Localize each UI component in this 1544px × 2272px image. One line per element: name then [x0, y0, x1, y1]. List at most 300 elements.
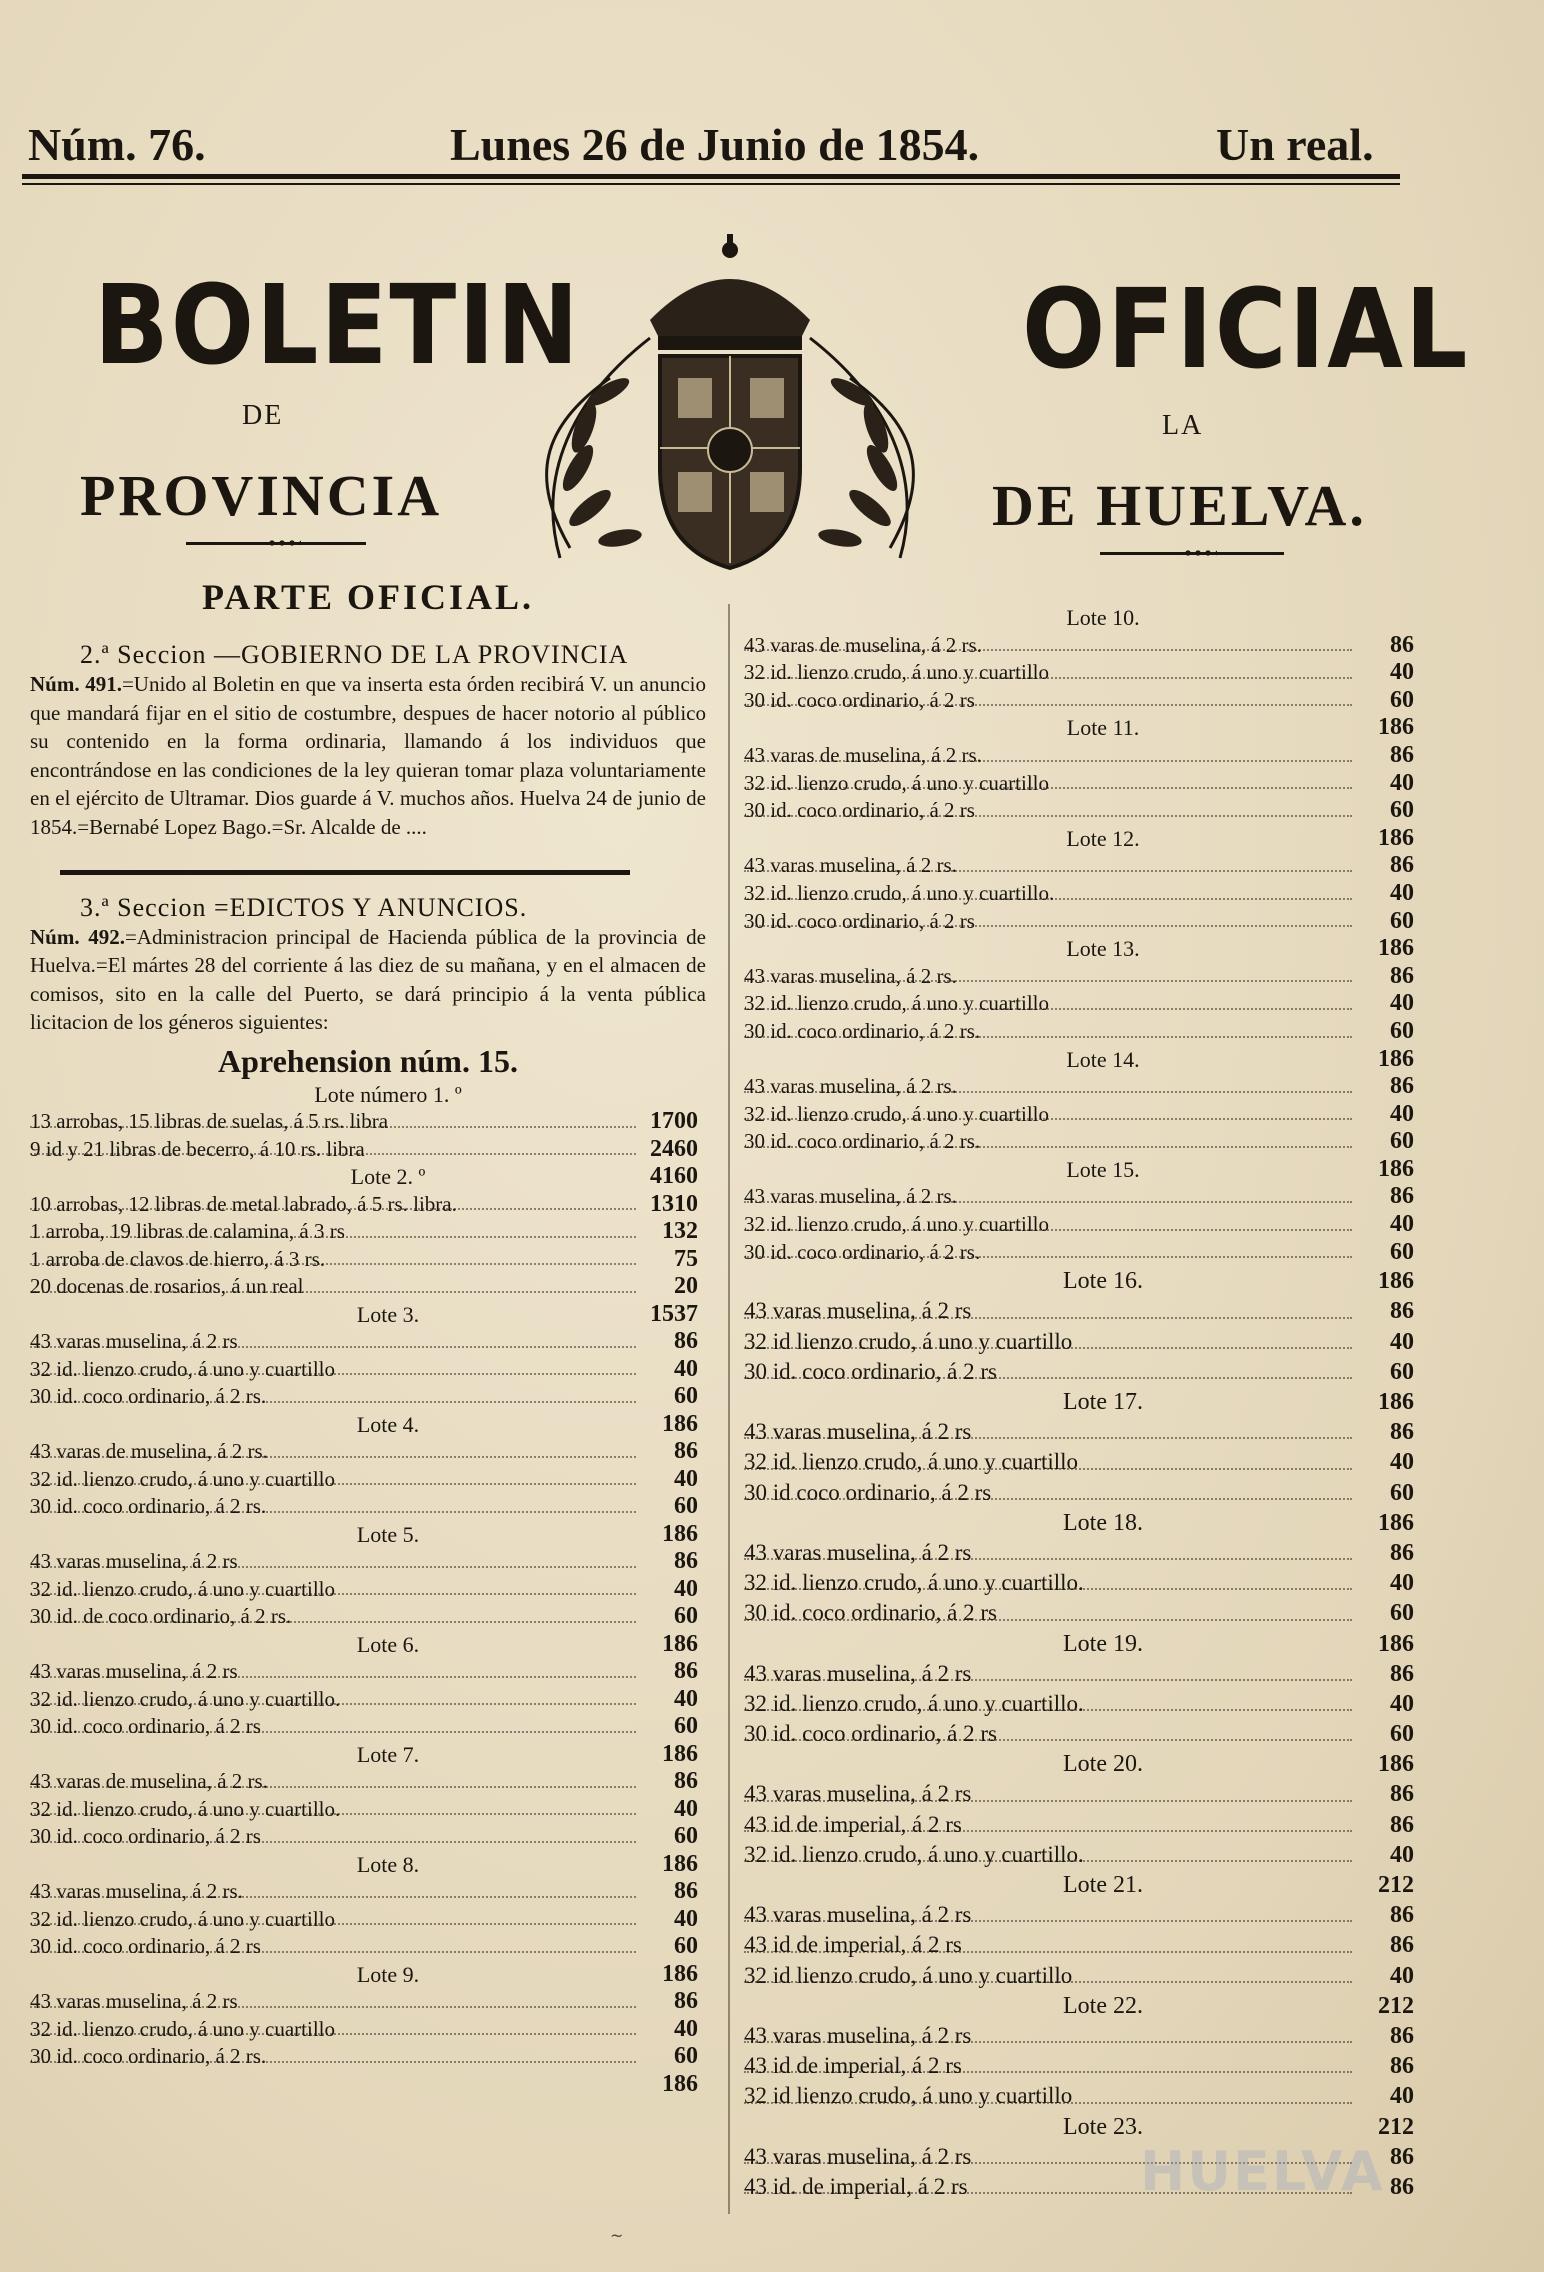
lot-title-text: Lote 10. — [1066, 605, 1140, 630]
lot-item-row — [744, 2051, 1422, 2081]
item-description: 30 id. coco ordinario, á 2 rs — [30, 1714, 261, 1739]
item-description: 43 varas muselina, á 2 rs — [30, 1549, 238, 1574]
lot-previous-total: 186 — [1378, 1751, 1414, 1778]
item-amount: 40 — [1390, 2083, 1414, 2110]
lot-title-text: Lote 4. — [356, 1411, 420, 1437]
lot-previous-total: 186 — [662, 1960, 698, 1987]
item-description: 10 arrobas, 12 libras de metal labrado, á 5 rs. libra. — [30, 1191, 457, 1216]
masthead-rule — [22, 174, 1400, 179]
lot-title-text: Lote 22. — [1063, 1992, 1143, 2019]
item-amount: 40 — [1390, 659, 1414, 686]
lot — [744, 714, 1422, 824]
lot-title-text: Lote 19. — [1063, 1630, 1143, 1657]
item-amount: 86 — [674, 1768, 698, 1795]
lot-title — [30, 1163, 706, 1191]
item-description: 32 id. lienzo crudo, á uno y cuartillo — [744, 1212, 1050, 1237]
lot-title — [30, 1521, 706, 1549]
item-amount: 86 — [1390, 1811, 1414, 1838]
item-description: 13 arrobas, 15 libras de suelas, á 5 rs. libra — [30, 1109, 389, 1134]
lot-item-row — [30, 1603, 706, 1631]
lot-item-row — [744, 1128, 1422, 1156]
item-amount: 2460 — [650, 1135, 698, 1162]
item-amount: 86 — [1390, 2143, 1414, 2170]
item-description: 43 id. de imperial, á 2 rs — [744, 2173, 968, 2199]
item-amount: 86 — [674, 1328, 698, 1355]
item-amount: 86 — [1390, 1660, 1414, 1687]
lot-previous-total: 212 — [1378, 2113, 1414, 2140]
item-amount: 60 — [674, 1493, 698, 1520]
lot — [744, 825, 1422, 935]
lot-item-row — [744, 1101, 1422, 1129]
item-description: 43 varas muselina, á 2 rs. — [744, 963, 957, 988]
item-amount: 86 — [1390, 1183, 1414, 1210]
lot-item-row — [30, 1273, 706, 1301]
item-amount: 40 — [1390, 1449, 1414, 1476]
lot-title-text: Lote 2. º — [350, 1164, 426, 1190]
item-description: 43 varas de muselina, á 2 rs. — [30, 1769, 268, 1794]
item-amount: 40 — [1390, 1690, 1414, 1717]
lot-item-row — [30, 1576, 706, 1604]
lot-item-row — [30, 1823, 706, 1851]
lot-title — [744, 1749, 1422, 1779]
lot-item-row — [30, 1933, 706, 1961]
item-amount: 86 — [1390, 2022, 1414, 2049]
item-amount: 40 — [1390, 1211, 1414, 1238]
lot-item-row — [30, 1796, 706, 1824]
lot-title — [744, 1508, 1422, 1538]
lot-previous-total: 186 — [1378, 824, 1414, 851]
lot-title-text: Lote 17. — [1063, 1389, 1143, 1415]
lot-item-row — [744, 990, 1422, 1018]
item-amount: 40 — [1390, 1328, 1414, 1355]
lot-title — [744, 935, 1422, 963]
item-amount: 60 — [674, 1603, 698, 1630]
lot-item-row — [744, 2081, 1422, 2111]
item-amount: 40 — [674, 1905, 698, 1932]
item-description: 1 arroba de clavos de hierro, á 3 rs. — [30, 1246, 326, 1271]
item-amount: 86 — [1390, 1539, 1414, 1566]
lot-item-row — [744, 797, 1422, 825]
lot-previous-total: 186 — [1378, 1155, 1414, 1182]
lot-previous-total: 186 — [662, 1410, 698, 1437]
lot-title-text: Lote 12. — [1066, 825, 1140, 851]
item-amount: 40 — [1390, 879, 1414, 906]
item-amount: 60 — [674, 2043, 698, 2070]
item-amount: 40 — [1390, 1570, 1414, 1597]
item-amount: 60 — [1390, 1721, 1414, 1748]
lot-title-text: Lote 16. — [1063, 1268, 1143, 1295]
lot-item-row — [30, 2016, 706, 2044]
lot — [30, 1163, 706, 1301]
item-amount: 86 — [1390, 1932, 1414, 1959]
lot-previous-total: 212 — [1378, 1872, 1414, 1898]
lot — [744, 935, 1422, 1045]
item-amount: 40 — [674, 1465, 698, 1492]
aprehension-heading: Aprehension núm. 15. — [218, 1042, 518, 1079]
item-description: 43 varas de muselina, á 2 rs. — [744, 742, 982, 767]
item-amount: 40 — [674, 1795, 698, 1822]
item-description: 1 arroba, 19 libras de calamina, á 3 rs — [30, 1219, 345, 1244]
lot-title — [744, 1046, 1422, 1074]
lot-item-row — [744, 1961, 1422, 1991]
lot — [30, 1081, 706, 1164]
lot-item-row — [30, 1686, 706, 1714]
item-description: 30 id. coco ordinario, á 2 rs. — [30, 1384, 267, 1409]
lot-title-text: Lote 5. — [356, 1521, 420, 1547]
item-description: 43 varas muselina, á 2 rs — [30, 1989, 238, 2014]
title-provincia: PROVINCIA — [80, 463, 443, 528]
lot-item-row — [744, 880, 1422, 908]
item-description: 32 id. lienzo crudo, á uno y cuartillo. — [744, 1690, 1084, 1716]
item-description: 43 varas muselina, á 2 rs. — [744, 853, 957, 878]
section-3-heading: 3.ª Seccion =EDICTOS Y ANUNCIOS. — [80, 892, 528, 922]
left-column — [30, 576, 706, 2098]
item-description: 30 id. coco ordinario, á 2 rs — [30, 1934, 261, 1959]
lot-item-row — [744, 1719, 1422, 1749]
item-description: 43 id de imperial, á 2 rs — [744, 2053, 962, 2079]
item-description: 32 id lienzo crudo, á uno y cuartillo — [744, 1962, 1073, 1988]
section-3-body: =Administracion principal de Hacienda pública de la provincia de Huelva.=El mártes 28 del corriente á las diez de su mañana, y en el almacen de comisos, sito en la calle del Puerto, se dará principio á la venta pública licitacion de los géneros siguientes: — [30, 924, 706, 1035]
lot — [30, 1631, 706, 1741]
lot-item-row — [30, 1713, 706, 1741]
lot-title — [744, 1266, 1422, 1296]
item-description: 32 id. lienzo crudo, á uno y cuartillo — [30, 2016, 336, 2041]
lot-previous-total: 186 — [1378, 1630, 1414, 1657]
issue-date: Lunes 26 de Junio de 1854. — [450, 119, 980, 170]
lot-title-text: Lote 8. — [356, 1851, 420, 1877]
title-de: DE — [242, 400, 284, 431]
item-amount: 40 — [1390, 990, 1414, 1017]
item-amount: 86 — [1390, 1419, 1414, 1446]
lot-previous-total: 186 — [1378, 1045, 1414, 1072]
item-amount: 60 — [1390, 907, 1414, 934]
lot-title — [744, 1387, 1422, 1417]
item-description: 9 id y 21 libras de becerro, á 10 rs. libra — [30, 1136, 365, 1161]
lot-item-row — [30, 1108, 706, 1136]
lot-previous-total: 1537 — [650, 1300, 698, 1327]
lot-item-row — [744, 1478, 1422, 1508]
item-description: 30 id. coco ordinario, á 2 rs — [744, 908, 975, 933]
lot-item-row — [744, 659, 1422, 687]
item-amount: 75 — [674, 1245, 698, 1272]
item-description: 43 id de imperial, á 2 rs — [744, 1932, 962, 1958]
lot-item-row — [744, 1417, 1422, 1447]
lot-item-row — [744, 1810, 1422, 1840]
item-description: 30 id. coco ordinario, á 2 rs. — [744, 1129, 981, 1154]
lot-title — [744, 714, 1422, 742]
lot-item-row — [30, 1438, 706, 1466]
item-amount: 86 — [674, 1988, 698, 2015]
item-description: 32 id. lienzo crudo, á uno y cuartillo. — [744, 880, 1055, 905]
lot-title — [30, 1301, 706, 1329]
item-description: 32 id. lienzo crudo, á uno y cuartillo — [744, 1101, 1050, 1126]
lot — [30, 1411, 706, 1521]
title-la: LA — [1162, 410, 1204, 441]
section-3-text — [30, 923, 706, 1037]
item-description: 30 id. de coco ordinario, á 2 rs. — [30, 1604, 292, 1629]
item-amount: 60 — [674, 1823, 698, 1850]
item-amount: 60 — [1390, 1479, 1414, 1506]
item-description: 32 id. lienzo crudo, á uno y cuartillo — [744, 660, 1050, 685]
item-amount: 86 — [674, 1878, 698, 1905]
lot — [30, 1521, 706, 1631]
lot-item-row — [744, 1689, 1422, 1719]
item-description: 43 varas de muselina, á 2 rs. — [30, 1439, 268, 1464]
item-amount: 86 — [674, 1438, 698, 1465]
lot-title-text: Lote 13. — [1066, 936, 1140, 962]
item-amount: 86 — [674, 1658, 698, 1685]
item-amount: 86 — [1390, 2053, 1414, 2080]
lot-title — [744, 1870, 1422, 1900]
section-3-number: Núm. 492. — [30, 924, 125, 949]
issue-number: Núm. 76. — [28, 119, 206, 170]
item-amount: 60 — [674, 1713, 698, 1740]
lot-previous-total: 186 — [1378, 1389, 1414, 1415]
item-amount: 20 — [674, 1273, 698, 1300]
lot-item-row — [30, 1768, 706, 1796]
ornament-rule-right — [1100, 552, 1284, 555]
lot-title-text: Lote 9. — [356, 1961, 420, 1987]
item-amount: 86 — [1390, 1902, 1414, 1929]
item-description: 20 docenas de rosarios, á un real — [30, 1274, 304, 1299]
lot-item-row — [744, 742, 1422, 770]
issue-price: Un real. — [1216, 119, 1374, 170]
lot-item-row — [744, 1073, 1422, 1101]
lot-item-row — [744, 2021, 1422, 2051]
item-amount: 132 — [662, 1218, 698, 1245]
lot-title-text: Lote 7. — [356, 1741, 420, 1767]
title-oficial: OFICIAL — [1022, 266, 1470, 394]
item-description: 43 varas muselina, á 2 rs — [30, 1659, 238, 1684]
lot-item-row — [744, 1239, 1422, 1267]
item-description: 43 varas muselina, á 2 rs — [744, 1660, 972, 1686]
lot-item-row — [744, 1900, 1422, 1930]
item-description: 32 id lienzo crudo, á uno y cuartillo — [744, 1328, 1073, 1354]
lot-title — [744, 1629, 1422, 1659]
lot-previous-total: 4160 — [650, 1163, 698, 1190]
item-amount: 86 — [1390, 1073, 1414, 1100]
lot-title-text: Lote 11. — [1066, 715, 1140, 741]
item-description: 32 id. lienzo crudo, á uno y cuartillo — [744, 770, 1050, 795]
lot-item-row — [744, 687, 1422, 715]
section-2-number: Núm. 491. — [30, 672, 122, 696]
item-amount: 86 — [1390, 852, 1414, 879]
item-description: 30 id. coco ordinario, á 2 rs — [30, 1824, 261, 1849]
coat-of-arms-icon — [500, 228, 960, 588]
item-amount: 60 — [1390, 1128, 1414, 1155]
lot — [744, 604, 1422, 714]
lot-item-row — [30, 1878, 706, 1906]
lot-item-row — [30, 1493, 706, 1521]
lot-item-row — [30, 1136, 706, 1164]
lot-item-row — [744, 963, 1422, 991]
lot-item-row — [30, 1988, 706, 2016]
item-description: 43 varas muselina, á 2 rs — [744, 2022, 972, 2048]
archive-watermark: HUELVA — [1140, 2140, 1385, 2203]
item-description: 32 id. lienzo crudo, á uno y cuartillo. — [744, 1570, 1084, 1596]
lot-item-row — [744, 1779, 1422, 1809]
item-description: 30 id. coco ordinario, á 2 rs. — [30, 2044, 267, 2069]
lot — [744, 1870, 1422, 1991]
item-description: 32 id. lienzo crudo, á uno y cuartillo — [744, 1449, 1079, 1475]
lot-item-row — [744, 1357, 1422, 1387]
item-description: 30 id. coco ordinario, á 2 rs — [744, 1358, 997, 1384]
item-description: 30 id. coco ordinario, á 2 rs. — [30, 1494, 267, 1519]
item-description: 43 varas muselina, á 2 rs — [744, 1419, 972, 1445]
item-amount: 40 — [674, 1575, 698, 1602]
lot-title — [744, 2112, 1422, 2142]
item-description: 43 varas muselina, á 2 rs — [744, 2143, 972, 2169]
item-description: 43 varas muselina, á 2 rs — [744, 1902, 972, 1928]
lot-title — [30, 1631, 706, 1659]
lot-title — [30, 1851, 706, 1879]
lot-title — [744, 604, 1422, 632]
lot — [30, 1961, 706, 2071]
item-amount: 60 — [1390, 1600, 1414, 1627]
lot-previous-total: 186 — [662, 1740, 698, 1767]
lot-title-text: Lote 15. — [1066, 1156, 1140, 1182]
lot-previous-total: 186 — [662, 1630, 698, 1657]
lot-title — [30, 1961, 706, 1989]
lot-item-row — [744, 1659, 1422, 1689]
masthead-rule-thin — [22, 183, 1400, 185]
item-amount: 60 — [1390, 1017, 1414, 1044]
item-amount: 40 — [674, 1685, 698, 1712]
lot-item-row — [744, 852, 1422, 880]
item-amount: 60 — [1390, 797, 1414, 824]
lot-item-row — [30, 1218, 706, 1246]
title-boletin: BOLETIN — [94, 262, 581, 390]
item-description: 43 varas muselina, á 2 rs — [744, 1539, 972, 1565]
lot — [744, 1629, 1422, 1750]
item-description: 30 id. coco ordinario, á 2 rs — [744, 1600, 997, 1626]
lot-item-row — [30, 1466, 706, 1494]
item-description: 43 varas de muselina, á 2 rs. — [744, 632, 982, 657]
title-de-huelva: DE HUELVA. — [992, 473, 1367, 538]
lot-item-row — [744, 1327, 1422, 1357]
item-amount: 1700 — [650, 1108, 698, 1135]
item-description: 30 id coco ordinario, á 2 rs — [744, 1479, 992, 1505]
lot-item-row — [30, 1383, 706, 1411]
item-amount: 40 — [1390, 1962, 1414, 1989]
section-separator — [60, 870, 630, 875]
item-amount: 60 — [1390, 686, 1414, 713]
item-description: 43 varas muselina, á 2 rs. — [30, 1879, 243, 1904]
section-2-body: =Unido al Boletin en que va inserta esta órden recibirá V. un anuncio que mandará fijar en el sitio de costumbre, despues de hacer notorio al público su contenido en la forma ordinaria, llamando á los individuos que encontrándose en las condiciones de la ley quieran tomar plaza voluntariamente en el ejército de Ultramar. Dios guarde á V. muchos años. Huelva 24 de junio de 1854.=Bernabé Lopez Bago.=Sr. Alcalde de .... — [30, 672, 707, 839]
lot-item-row — [744, 1840, 1422, 1870]
item-description: 43 id de imperial, á 2 rs — [744, 1811, 962, 1837]
item-amount: 86 — [1390, 741, 1414, 768]
item-description: 32 id. lienzo crudo, á uno y cuartillo — [30, 1576, 336, 1601]
item-description: 32 id. lienzo crudo, á uno y cuartillo. — [744, 1841, 1084, 1867]
lot-item-row — [744, 632, 1422, 660]
lot-title-text: Lote 6. — [356, 1631, 420, 1657]
item-description: 30 id. coco ordinario, á 2 rs. — [744, 1239, 981, 1264]
item-amount: 60 — [1390, 1238, 1414, 1265]
part-title: PARTE OFICIAL. — [201, 577, 535, 617]
item-description: 32 id lienzo crudo, á uno y cuartillo — [744, 2083, 1073, 2109]
lot-previous-total: 186 — [662, 1520, 698, 1547]
item-amount: 86 — [674, 1548, 698, 1575]
lot-item-row — [744, 908, 1422, 936]
lot-title-text: Lote 3. — [356, 1301, 420, 1327]
lot-item-row — [744, 1447, 1422, 1477]
lot-item-row — [30, 1548, 706, 1576]
ornament-rule-left — [186, 542, 366, 545]
item-amount: 40 — [1390, 1841, 1414, 1868]
lot-item-row — [744, 770, 1422, 798]
lot — [30, 1741, 706, 1851]
lot — [744, 1046, 1422, 1156]
section-2-text — [30, 670, 706, 842]
lot-item-row — [30, 1191, 706, 1219]
right-lots-list-small — [744, 604, 1422, 1266]
lot-title-text: Lote 23. — [1063, 2113, 1143, 2140]
lot — [744, 1156, 1422, 1266]
item-amount: 60 — [1390, 1358, 1414, 1385]
lot-item-row — [30, 2043, 706, 2071]
item-description: 30 id. coco ordinario, á 2 rs. — [744, 1018, 981, 1043]
item-description: 30 id. coco ordinario, á 2 rs — [744, 798, 975, 823]
lot-item-row — [30, 1906, 706, 1934]
lot-title-text: Lote 14. — [1066, 1046, 1140, 1072]
item-amount: 1310 — [650, 1190, 698, 1217]
lot — [30, 1851, 706, 1961]
footer-ornament: ~ — [610, 2226, 624, 2245]
lot — [744, 1266, 1422, 1387]
lot-item-row — [30, 1658, 706, 1686]
lot-item-row — [744, 1598, 1422, 1628]
lot-item-row — [744, 1568, 1422, 1598]
item-description: 30 id. coco ordinario, á 2 rs — [744, 1721, 997, 1747]
right-column — [744, 604, 1422, 2202]
lot — [30, 1301, 706, 1411]
lot-previous-total: 212 — [1378, 1992, 1414, 2019]
lot-item-row — [30, 1246, 706, 1274]
item-amount: 40 — [1390, 1100, 1414, 1127]
lot-title — [30, 1411, 706, 1439]
item-description: 32 id. lienzo crudo, á uno y cuartillo. — [30, 1686, 341, 1711]
item-description: 43 varas muselina, á 2 rs — [30, 1329, 238, 1354]
item-amount: 40 — [674, 1355, 698, 1382]
item-description: 43 varas muselina, á 2 rs — [744, 1781, 972, 1807]
lot-item-row — [744, 1538, 1422, 1568]
item-description: 43 varas muselina, á 2 rs. — [744, 1074, 957, 1099]
lot — [744, 1991, 1422, 2112]
item-amount: 40 — [674, 2015, 698, 2042]
left-lots-list — [30, 1081, 706, 2071]
item-description: 30 id. coco ordinario, á 2 rs — [744, 687, 975, 712]
lot-title — [744, 1991, 1422, 2021]
lot-title — [30, 1081, 706, 1109]
lot-item-row — [30, 1328, 706, 1356]
lot-title-text: Lote 18. — [1063, 1509, 1143, 1536]
lot-previous-total: 186 — [1378, 714, 1414, 741]
lot-previous-total: 186 — [662, 1850, 698, 1877]
lot — [744, 1508, 1422, 1629]
lot-title — [30, 1741, 706, 1769]
lot-item-row — [30, 1356, 706, 1384]
column-divider — [728, 604, 730, 2214]
lot-title — [744, 1156, 1422, 1184]
lot-previous-total: 186 — [1378, 1268, 1414, 1295]
item-description: 32 id. lienzo crudo, á uno y cuartillo. — [30, 1796, 341, 1821]
lot-title-text: Lote 20. — [1063, 1751, 1143, 1778]
lot-item-row — [744, 1930, 1422, 1960]
final-total-row — [30, 2071, 706, 2099]
item-amount: 86 — [1390, 1781, 1414, 1808]
lot-item-row — [744, 1183, 1422, 1211]
